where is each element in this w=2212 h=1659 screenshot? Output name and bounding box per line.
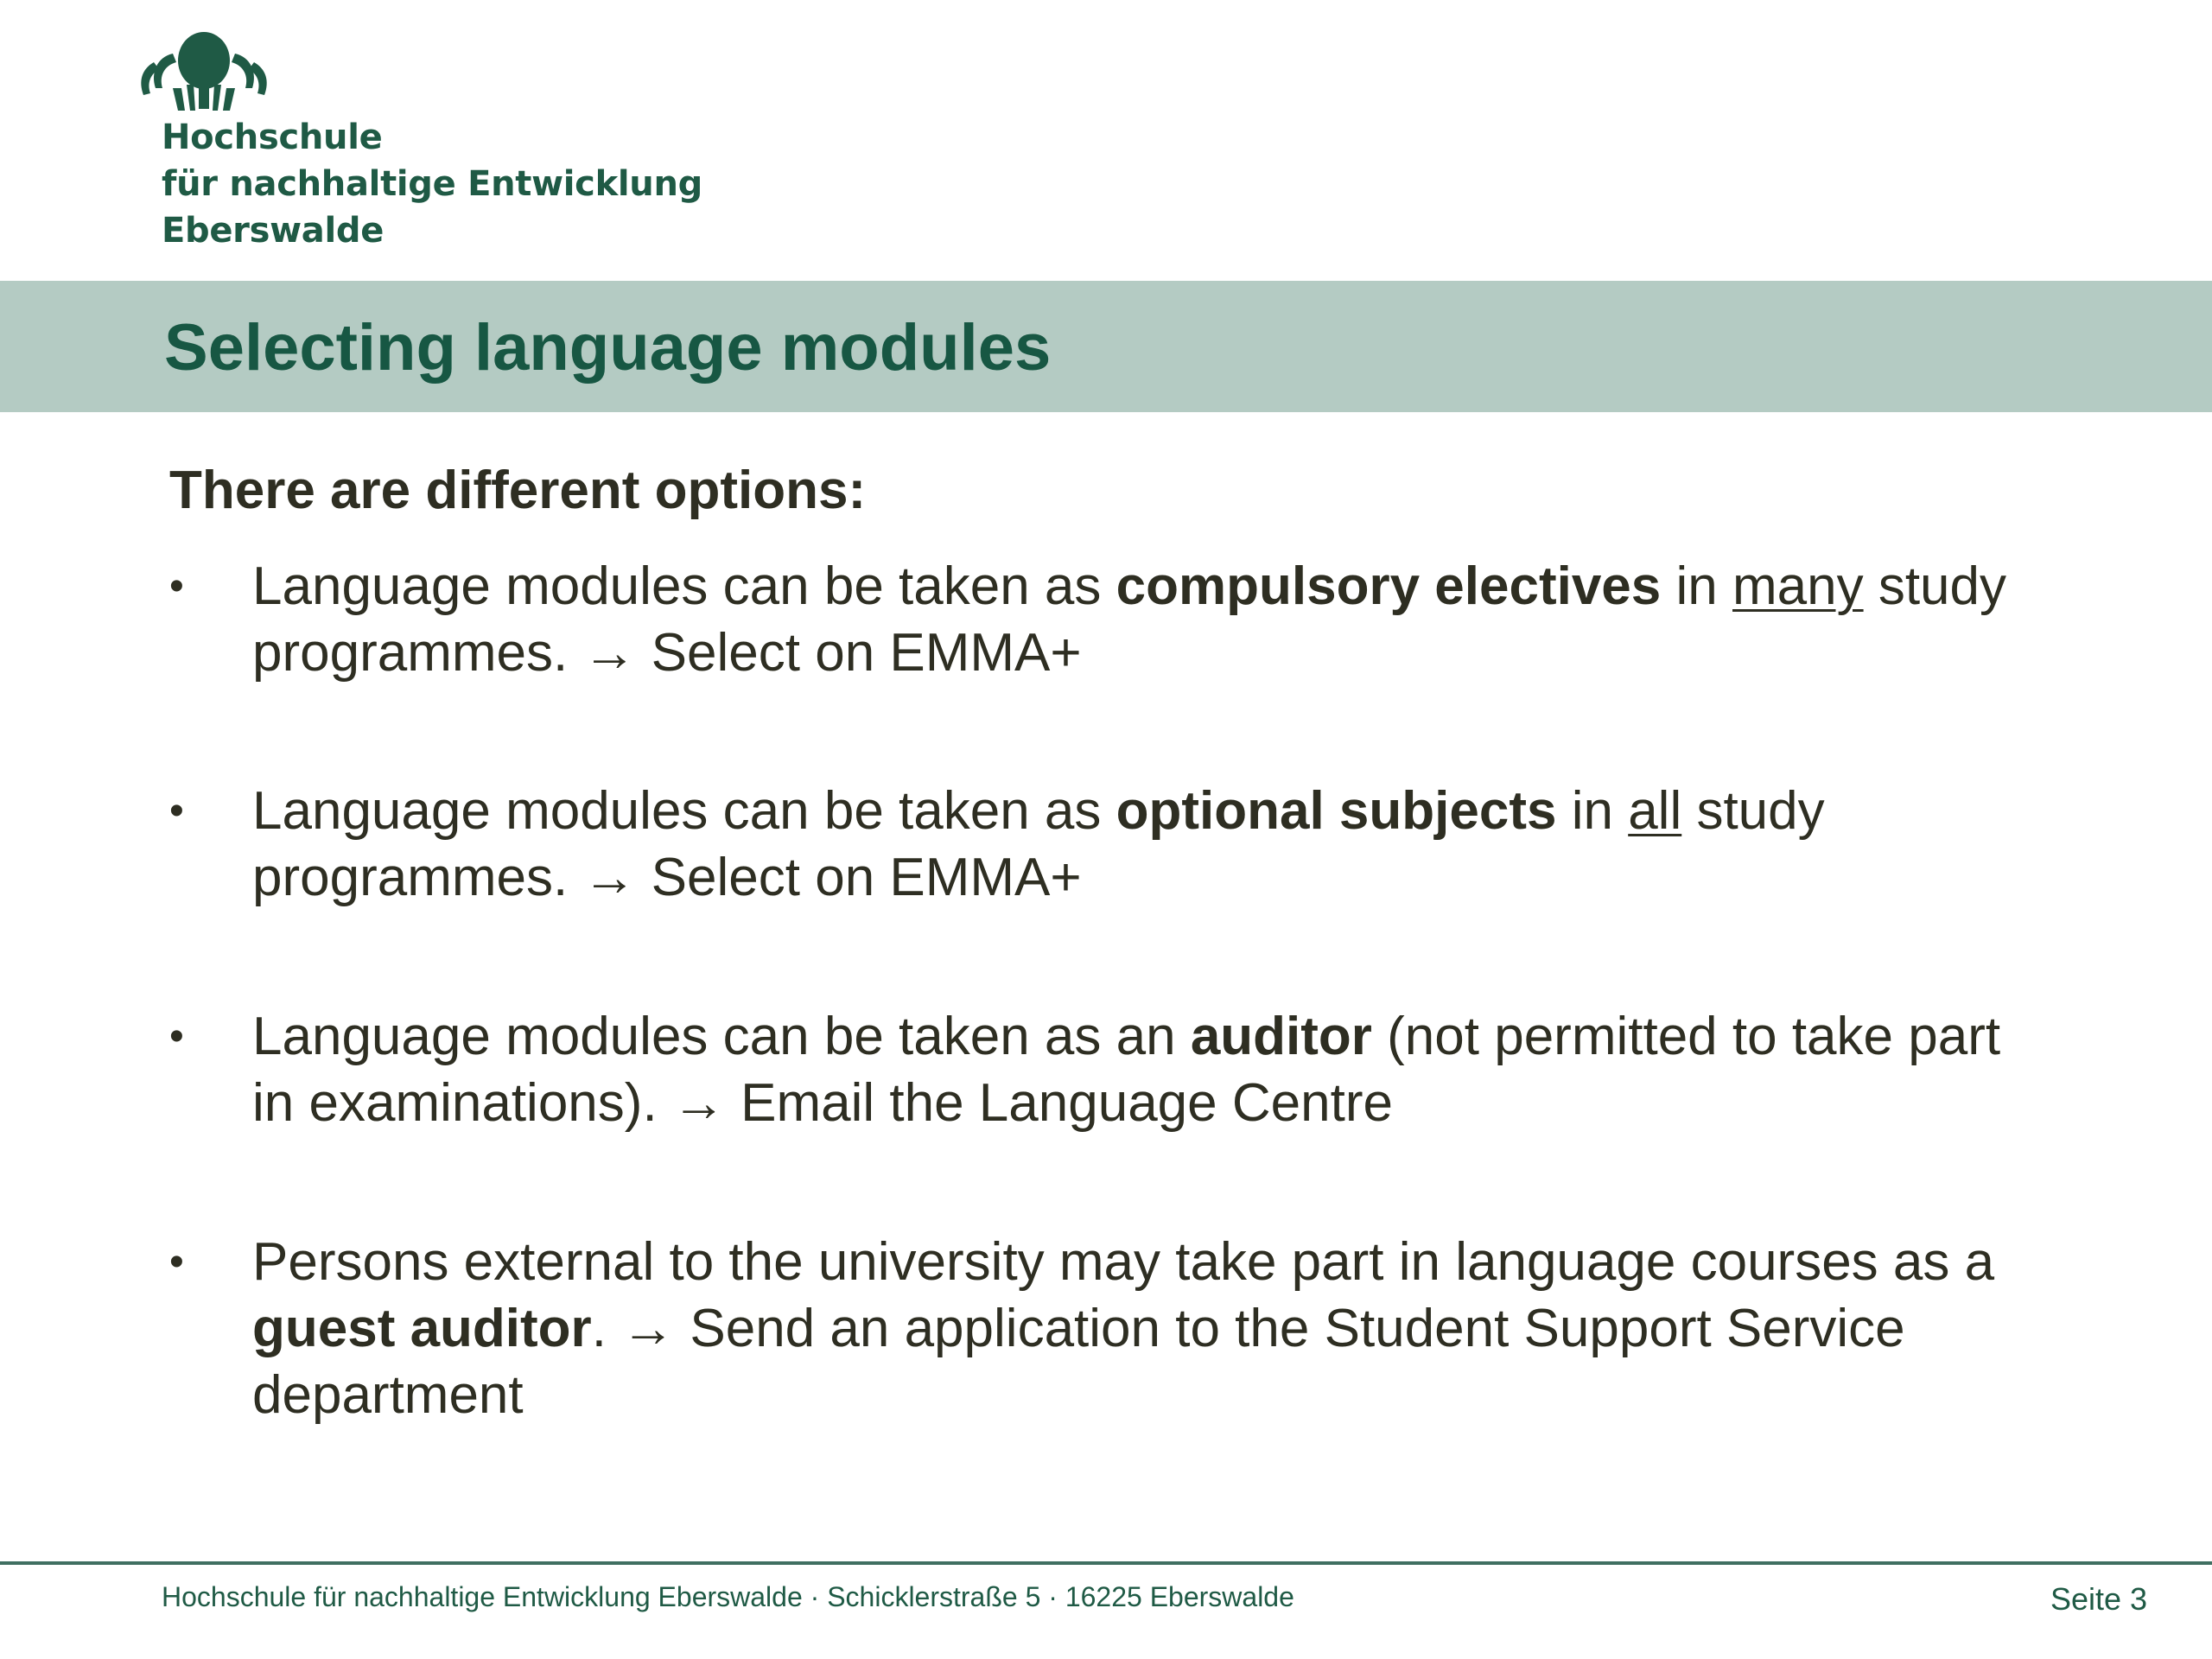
text-run: study [1863,556,2007,616]
bullet-icon: • [169,563,184,609]
underlined-text: all [1628,781,1682,841]
emphasis-text: optional subjects [1116,781,1557,841]
bullet-icon: • [169,1014,184,1059]
bullet-icon: • [169,788,184,834]
emphasis-text: compulsory electives [1116,556,1662,616]
list-item-line: in examinations). → Email the Language Centre [252,1073,1393,1133]
university-tree-logo-icon [138,28,270,111]
title-band [0,281,2212,412]
text-run: Language modules can be taken as [252,556,1116,616]
list-item-line: programmes. → Select on EMMA+ [252,623,1082,683]
text-run: in [1556,781,1629,841]
page-number: Seite 3 [2050,1581,2148,1617]
list-item-line [252,778,2153,844]
text-run: Language modules can be taken as an [252,1007,1191,1066]
university-logo [138,28,700,261]
list-item-line [252,1295,2153,1362]
list-item-text [252,778,2153,911]
list-item-line: department [252,1365,524,1425]
list-item-line: Persons external to the university may take part in language courses as a [252,1232,1995,1292]
text-run: in [1661,556,1732,616]
list-item-text [252,1003,2153,1136]
footer-divider [0,1561,2212,1565]
list-item-text [252,1229,2153,1428]
page-title: Selecting language modules [164,311,1052,385]
emphasis-text: auditor [1190,1007,1372,1066]
list-item-line [252,553,2153,620]
logo-line-3: Eberswalde [162,211,385,251]
text-run: (not permitted to take part [1371,1007,2001,1066]
footer-address: Hochschule für nachhaltige Entwicklung Eberswalde · Schicklerstraße 5 · 16225 Eberswalde [162,1581,1294,1612]
logo-wordmark [162,114,702,254]
bullet-icon: • [169,1239,184,1285]
logo-line-2: für nachhaltige Entwicklung [162,164,702,204]
list-item-line [252,1003,2153,1070]
intro-heading: There are different options: [169,461,867,520]
logo-line-1: Hochschule [162,118,383,157]
text-run: . → Send an application to the Student Support Service [591,1299,1905,1358]
text-run: study [1681,781,1825,841]
text-run: Language modules can be taken as [252,781,1116,841]
underlined-text: many [1732,556,1864,616]
emphasis-text: guest auditor [252,1299,592,1358]
list-item-text [252,553,2153,686]
list-item-line: programmes. → Select on EMMA+ [252,848,1082,907]
